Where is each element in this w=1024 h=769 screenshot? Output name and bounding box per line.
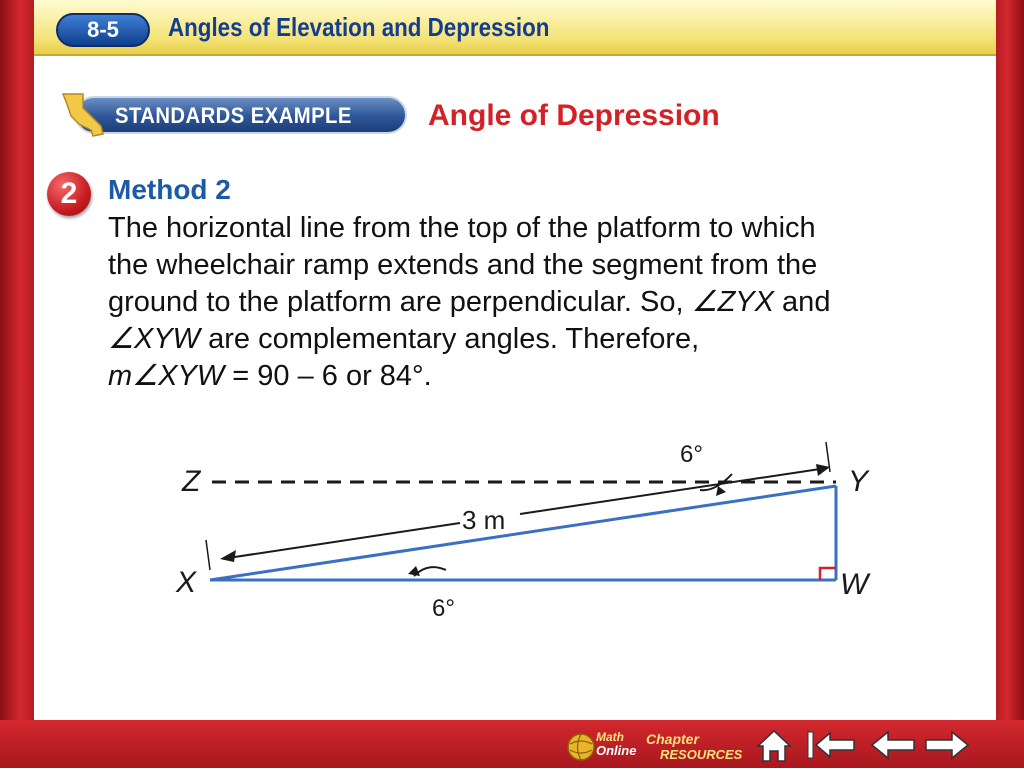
length-arrowhead-right bbox=[816, 464, 830, 476]
chapter-label-top: Chapter bbox=[646, 731, 699, 747]
home-icon bbox=[754, 726, 794, 764]
measure-angle-xyw: m∠XYW bbox=[108, 360, 225, 392]
angle-arc-top-arrowhead bbox=[716, 486, 726, 496]
text-line-4-end: are complementary angles. Therefore, bbox=[200, 323, 700, 355]
text-line-3 bbox=[108, 284, 978, 321]
next-icon bbox=[922, 726, 972, 764]
point-label-y: Y bbox=[848, 465, 869, 498]
first-page-icon bbox=[804, 726, 860, 764]
method-heading: Method 2 bbox=[108, 174, 231, 205]
angle-zyx: ∠ZYX bbox=[691, 286, 774, 318]
math-online-button[interactable] bbox=[566, 726, 636, 766]
home-button[interactable] bbox=[754, 726, 796, 766]
chapter-label-bottom: RESOURCES bbox=[660, 747, 743, 762]
header-bar bbox=[34, 0, 996, 56]
text-line-5 bbox=[108, 358, 978, 395]
lesson-number-badge: 8-5 bbox=[56, 13, 150, 47]
angle-xyw: ∠XYW bbox=[108, 323, 201, 355]
text-line-3-start: ground to the platform are perpendicular. So, bbox=[108, 286, 692, 318]
frame-left bbox=[0, 0, 34, 768]
angle-label-top: 6° bbox=[680, 441, 703, 468]
section-title: Angle of Depression bbox=[428, 99, 720, 132]
point-label-z: Z bbox=[182, 465, 201, 498]
length-arrow-left bbox=[228, 523, 460, 558]
length-label: 3 m bbox=[462, 505, 506, 535]
standards-example-badge bbox=[57, 90, 407, 140]
badge-label: STANDARDS EXAMPLE bbox=[115, 103, 352, 128]
previous-slide-button[interactable] bbox=[868, 726, 918, 766]
length-arrowhead-left bbox=[220, 550, 236, 562]
frame-right bbox=[996, 0, 1024, 768]
text-line-2: the wheelchair ramp extends and the segment from the bbox=[108, 249, 818, 281]
text-line-5-end: 90 – 6 or 84°. bbox=[249, 360, 432, 392]
text-line-1: The horizontal line from the top of the platform to which bbox=[108, 212, 816, 244]
navigation-bar bbox=[560, 722, 1000, 768]
globe-icon bbox=[566, 732, 596, 762]
method-explanation bbox=[108, 210, 978, 395]
point-label-x: X bbox=[176, 566, 197, 599]
point-label-w: W bbox=[840, 568, 869, 601]
length-arrow-right bbox=[520, 469, 820, 514]
right-angle-marker bbox=[820, 568, 836, 580]
ramp-line-xy bbox=[210, 486, 836, 580]
step-number-badge: 2 bbox=[47, 172, 91, 216]
angle-arc-bottom-arrowhead bbox=[408, 566, 420, 576]
extension-tick-x bbox=[206, 540, 210, 570]
previous-icon bbox=[868, 726, 918, 764]
text-line-4 bbox=[108, 321, 978, 358]
math-online-label-bottom: Online bbox=[596, 743, 637, 758]
equals-sign: = bbox=[232, 360, 250, 392]
lesson-title: Angles of Elevation and Depression bbox=[168, 12, 550, 42]
math-online-label-top: Math bbox=[596, 730, 624, 744]
ramp-diagram bbox=[170, 432, 890, 632]
angle-label-bottom: 6° bbox=[432, 595, 455, 622]
text-line-3-end: and bbox=[774, 286, 831, 318]
chapter-resources-button[interactable] bbox=[646, 726, 742, 766]
first-slide-button[interactable] bbox=[804, 726, 860, 766]
next-slide-button[interactable] bbox=[922, 726, 972, 766]
